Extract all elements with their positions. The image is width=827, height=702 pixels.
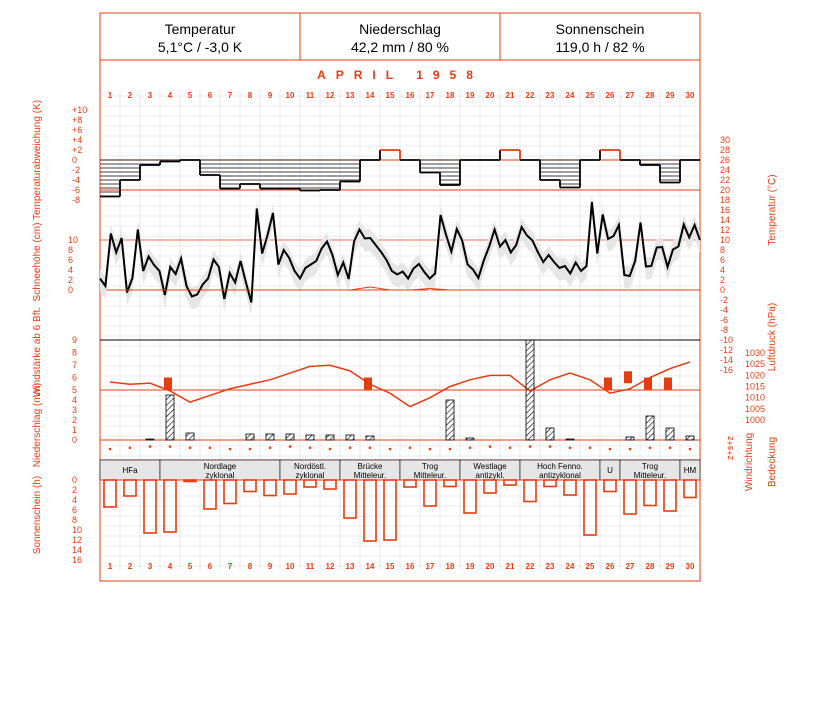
sunshine-bar xyxy=(644,480,656,506)
temperature-tick: 10 xyxy=(720,235,731,245)
temperature-tick: 24 xyxy=(720,165,731,175)
anomaly-tick: -6 xyxy=(72,185,81,195)
temperature-tick: 0 xyxy=(720,285,726,295)
cloud-point xyxy=(249,448,252,451)
sunshine-bar xyxy=(584,480,596,535)
day-label-bottom: 12 xyxy=(325,562,335,571)
day-label-bottom: 4 xyxy=(167,562,173,571)
sunshine-bar xyxy=(184,480,196,482)
sunshine-bar xyxy=(364,480,376,541)
cloud-point xyxy=(509,447,512,450)
day-label-bottom: 2 xyxy=(127,562,133,571)
ylabel-cloud: Bedeckung xyxy=(767,436,778,488)
day-label-bottom: 10 xyxy=(285,562,295,571)
ylabel-temp-anomaly: Temperaturabweichung (K) xyxy=(32,99,43,221)
day-label-top: 11 xyxy=(305,91,315,100)
temperature-tick: -12 xyxy=(720,345,734,355)
sunshine-bar xyxy=(384,480,396,540)
precip-title: Niederschlag xyxy=(359,21,441,37)
cloud-point xyxy=(269,447,272,450)
day-label-top: 1 xyxy=(107,91,113,100)
day-label-top: 4 xyxy=(167,91,173,100)
sunshine-bar xyxy=(684,480,696,498)
cloud-point xyxy=(489,445,492,448)
precip-bar xyxy=(346,435,354,440)
temperature-tick: 4 xyxy=(720,265,726,275)
day-label-top: 23 xyxy=(545,91,555,100)
cloud-point xyxy=(129,447,132,450)
cloud-point xyxy=(149,445,152,448)
day-label-top: 29 xyxy=(665,91,675,100)
temperature-tick: -6 xyxy=(720,315,729,325)
anomaly-tick: -8 xyxy=(72,195,81,205)
snow-tick: 0 xyxy=(68,285,74,295)
temp-value: 5,1°C / -3,0 K xyxy=(157,39,243,55)
weather-type-label: Hoch Fenno. xyxy=(537,462,583,471)
pressure-tick: 1010 xyxy=(745,392,766,403)
wind-marker xyxy=(664,378,672,390)
cloud-point xyxy=(169,445,172,448)
sunshine-bar xyxy=(464,480,476,513)
day-label-bottom: 27 xyxy=(625,562,635,571)
day-label-bottom: 13 xyxy=(345,562,355,571)
anomaly-tick: 0 xyxy=(72,155,78,165)
cloud-point xyxy=(649,447,652,450)
weather-type-label: Westlage xyxy=(473,462,507,471)
cloud-point xyxy=(469,447,472,450)
temperature-tick: 18 xyxy=(720,195,731,205)
day-label-top: 5 xyxy=(187,91,193,100)
grid xyxy=(100,90,700,570)
temperature-tick: -10 xyxy=(720,335,734,345)
day-label-bottom: 14 xyxy=(365,562,375,571)
weather-type-label: zyklonal xyxy=(295,471,325,480)
sunshine-bar xyxy=(324,480,336,489)
day-label-top: 14 xyxy=(365,91,375,100)
day-label-top: 24 xyxy=(565,91,575,100)
weather-type-label: Mitteleur. xyxy=(353,471,387,480)
day-label-bottom: 8 xyxy=(247,562,253,571)
day-labels-bottom xyxy=(108,562,695,571)
day-labels-top xyxy=(108,91,695,100)
weather-type-label: Nordlage xyxy=(203,462,237,471)
cloud-point xyxy=(429,448,432,451)
temperature-tick: 8 xyxy=(720,245,726,255)
cloud-point xyxy=(569,447,572,450)
precip-tick: 3 xyxy=(72,405,78,415)
weather-type-label: Mitteleur. xyxy=(413,471,447,480)
day-label-bottom: 20 xyxy=(485,562,495,571)
weather-types xyxy=(100,460,700,480)
temp-title: Temperatur xyxy=(164,21,236,37)
cloud-point xyxy=(309,447,312,450)
day-label-top: 27 xyxy=(625,91,635,100)
wind-marker xyxy=(624,371,632,383)
pressure-tick: 1005 xyxy=(745,403,766,414)
weather-type-label: zyklonal xyxy=(205,471,235,480)
day-label-top: 3 xyxy=(147,91,153,100)
day-label-top: 22 xyxy=(525,91,535,100)
day-label-bottom: 7 xyxy=(227,562,233,571)
weather-type-label: Trog xyxy=(421,462,439,471)
ylabel-pressure: Luftdruck (hPa) xyxy=(767,302,778,372)
day-label-bottom: 24 xyxy=(565,562,575,571)
cloud-point xyxy=(369,447,372,450)
wind-tick: 5 xyxy=(72,385,78,395)
snow-tick: 4 xyxy=(68,265,74,275)
cloud-point xyxy=(109,448,112,451)
cloud-point xyxy=(669,447,672,450)
sunshine-bar xyxy=(204,480,216,509)
ylabel-precip: Niederschlag (mm) xyxy=(32,382,43,468)
month-label: APRIL 1958 xyxy=(317,68,483,82)
sunshine-bar xyxy=(104,480,116,507)
temperature-tick: 20 xyxy=(720,185,731,195)
day-label-top: 28 xyxy=(645,91,655,100)
ylabel-snow: Schneehöhe (cm) xyxy=(32,222,43,302)
cloud-point xyxy=(609,448,612,451)
cloud-point xyxy=(589,447,592,450)
cloud-point xyxy=(389,448,392,451)
precip-value: 42,2 mm / 80 % xyxy=(350,39,450,55)
wind-marker xyxy=(604,378,612,390)
ylabel-temperature: Temperatur (°C) xyxy=(767,174,778,246)
sunshine-bar xyxy=(224,480,236,504)
day-label-bottom: 29 xyxy=(665,562,675,571)
wind-tick: 7 xyxy=(72,360,78,370)
anomaly-tick: -2 xyxy=(72,165,81,175)
anomaly-tick: +2 xyxy=(72,145,83,155)
precip-tick: 2 xyxy=(72,415,78,425)
precip-bar xyxy=(446,400,454,440)
day-label-top: 21 xyxy=(505,91,515,100)
anomaly-tick: +6 xyxy=(72,125,83,135)
anomaly-tick: +8 xyxy=(72,115,83,125)
wind-marker xyxy=(164,378,172,390)
temperature-tick: -2 xyxy=(720,295,729,305)
temperature-tick: 22 xyxy=(720,175,731,185)
day-label-bottom: 11 xyxy=(305,562,315,571)
sunshine-bar xyxy=(444,480,456,487)
precip-bar xyxy=(246,434,254,440)
snow-tick: 8 xyxy=(68,245,74,255)
day-label-top: 18 xyxy=(445,91,455,100)
day-label-top: 25 xyxy=(585,91,595,100)
sunshine-tick: 16 xyxy=(72,555,83,565)
day-label-top: 30 xyxy=(685,91,695,100)
wind-marker xyxy=(364,378,372,390)
day-label-bottom: 18 xyxy=(445,562,455,571)
cloud-point xyxy=(209,447,212,450)
day-label-bottom: 1 xyxy=(107,562,113,571)
cloud-point xyxy=(189,447,192,450)
wind-tick: 6 xyxy=(72,372,78,383)
day-label-top: 7 xyxy=(227,91,233,100)
precip-bar xyxy=(566,439,574,440)
cloud-point xyxy=(349,447,352,450)
weather-type-label: Nordöstl. xyxy=(293,462,327,471)
day-label-top: 6 xyxy=(207,91,213,100)
day-label-bottom: 17 xyxy=(425,562,435,571)
wind-dir-ticks: z+s+z xyxy=(725,435,735,461)
day-label-bottom: 21 xyxy=(505,562,515,571)
day-label-bottom: 15 xyxy=(385,562,395,571)
temperature-tick: 12 xyxy=(720,225,731,235)
pressure-tick: 1025 xyxy=(745,359,766,370)
weather-type-label: Mitteleur. xyxy=(633,471,667,480)
sunshine-bar xyxy=(524,480,536,502)
weather-type-label: HM xyxy=(683,466,697,475)
sun-title: Sonnenschein xyxy=(555,21,645,37)
weather-type-label: Trog xyxy=(641,462,659,471)
pressure-tick: 1000 xyxy=(745,415,766,425)
day-label-top: 20 xyxy=(485,91,495,100)
sunshine-tick: 8 xyxy=(72,515,78,525)
anomaly-tick: +10 xyxy=(72,105,88,115)
sunshine-tick: 4 xyxy=(72,495,78,505)
temperature-tick: 2 xyxy=(720,275,726,285)
sunshine-tick: 14 xyxy=(72,545,83,555)
sunshine-bar xyxy=(284,480,296,494)
sunshine-bar xyxy=(544,480,556,487)
pressure-tick: 1030 xyxy=(745,348,766,358)
temperature-tick: -14 xyxy=(720,355,734,365)
sunshine-tick: 12 xyxy=(72,535,83,545)
anomaly-tick: -4 xyxy=(72,175,81,185)
weather-type-label: antizyklonal xyxy=(539,471,581,480)
day-label-bottom: 25 xyxy=(585,562,595,571)
snow-tick: 10 xyxy=(68,235,79,245)
weather-type-label: Brücke xyxy=(357,462,383,471)
precip-bar xyxy=(286,434,294,440)
day-label-top: 9 xyxy=(267,91,273,100)
precip-bar xyxy=(326,435,334,440)
wind-tick: 8 xyxy=(72,347,78,358)
precip-bar xyxy=(626,437,634,440)
precip-tick: 4 xyxy=(72,395,78,405)
precip-bar xyxy=(666,428,674,440)
day-label-top: 2 xyxy=(127,91,133,100)
day-label-top: 12 xyxy=(325,91,335,100)
day-label-top: 15 xyxy=(385,91,395,100)
sunshine-tick: 6 xyxy=(72,505,78,515)
cloud-point xyxy=(449,448,452,451)
day-label-top: 17 xyxy=(425,91,435,100)
day-label-bottom: 5 xyxy=(187,562,193,571)
sunshine-tick: 2 xyxy=(72,485,78,495)
day-label-top: 26 xyxy=(605,91,615,100)
temperature-tick: -16 xyxy=(720,365,734,375)
day-label-top: 16 xyxy=(405,91,415,100)
day-label-bottom: 23 xyxy=(545,562,555,571)
day-label-top: 8 xyxy=(247,91,253,100)
precip-bar xyxy=(546,428,554,440)
header xyxy=(100,13,700,60)
temperature-tick: -8 xyxy=(720,325,729,335)
sunshine-bar xyxy=(124,480,136,496)
wind-tick: 9 xyxy=(72,335,78,345)
sunshine-bar xyxy=(484,480,496,493)
weather-type-label: antizykl. xyxy=(475,471,505,480)
precip-bar xyxy=(646,416,654,440)
weather-type-label: HFa xyxy=(122,466,138,475)
precip-tick: 1 xyxy=(72,425,78,435)
anomaly-tick: +4 xyxy=(72,135,83,145)
precip-bar xyxy=(146,439,154,440)
day-label-bottom: 19 xyxy=(465,562,475,571)
precip-bar xyxy=(306,435,314,440)
sunshine-bar xyxy=(424,480,436,506)
day-label-bottom: 26 xyxy=(605,562,615,571)
precip-bar xyxy=(266,434,274,440)
pressure-tick: 1015 xyxy=(745,381,766,392)
day-label-bottom: 30 xyxy=(685,562,695,571)
precip-tick: 0 xyxy=(72,435,78,445)
ylabel-wind-dir: Windrichtung xyxy=(744,432,755,492)
pressure-tick: 1020 xyxy=(745,370,766,381)
sunshine-bar xyxy=(144,480,156,533)
day-label-bottom: 16 xyxy=(405,562,415,571)
day-label-top: 19 xyxy=(465,91,475,100)
weather-type-label: U xyxy=(607,466,613,475)
cloud-point xyxy=(229,448,232,451)
precip-bar xyxy=(366,436,374,440)
cloud-point xyxy=(549,445,552,448)
day-label-bottom: 28 xyxy=(645,562,655,571)
temperature-tick: 30 xyxy=(720,135,731,145)
sunshine-bar xyxy=(664,480,676,511)
temperature-tick: 14 xyxy=(720,215,731,225)
precip-bar xyxy=(466,438,474,440)
day-label-top: 10 xyxy=(285,91,295,100)
cloud-point xyxy=(689,448,692,451)
day-label-top: 13 xyxy=(345,91,355,100)
snow-tick: 2 xyxy=(68,275,74,285)
precip-bar xyxy=(166,395,174,440)
sun-value: 119,0 h / 82 % xyxy=(555,39,645,55)
sunshine-bar xyxy=(504,480,516,485)
cloud-point xyxy=(529,445,532,448)
sunshine-tick: 0 xyxy=(72,475,78,485)
precip-bar xyxy=(186,433,194,440)
sunshine-bar xyxy=(564,480,576,495)
day-label-bottom: 6 xyxy=(207,562,213,571)
temperature-tick: 6 xyxy=(720,255,726,265)
day-label-bottom: 22 xyxy=(525,562,535,571)
snow-tick: 6 xyxy=(68,255,74,265)
day-label-bottom: 9 xyxy=(267,562,273,571)
temperature-tick: -4 xyxy=(720,305,729,315)
ylabel-sunshine: Sonnenschein (h) xyxy=(32,475,43,555)
cloud-point xyxy=(409,447,412,450)
wind-marker xyxy=(644,378,652,390)
ylabel-wind: Windstärke ab 6 Bft. xyxy=(32,306,43,398)
cloud-point xyxy=(329,448,332,451)
temperature-tick: 26 xyxy=(720,155,731,165)
sunshine-bar xyxy=(624,480,636,514)
sunshine-bar xyxy=(264,480,276,496)
cloud-point xyxy=(289,445,292,448)
cloud-point xyxy=(629,448,632,451)
precip-bar xyxy=(686,436,694,440)
day-label-bottom: 3 xyxy=(147,562,153,571)
sunshine-tick: 10 xyxy=(72,525,83,535)
temperature-tick: 16 xyxy=(720,205,731,215)
temperature-tick: 28 xyxy=(720,145,731,155)
